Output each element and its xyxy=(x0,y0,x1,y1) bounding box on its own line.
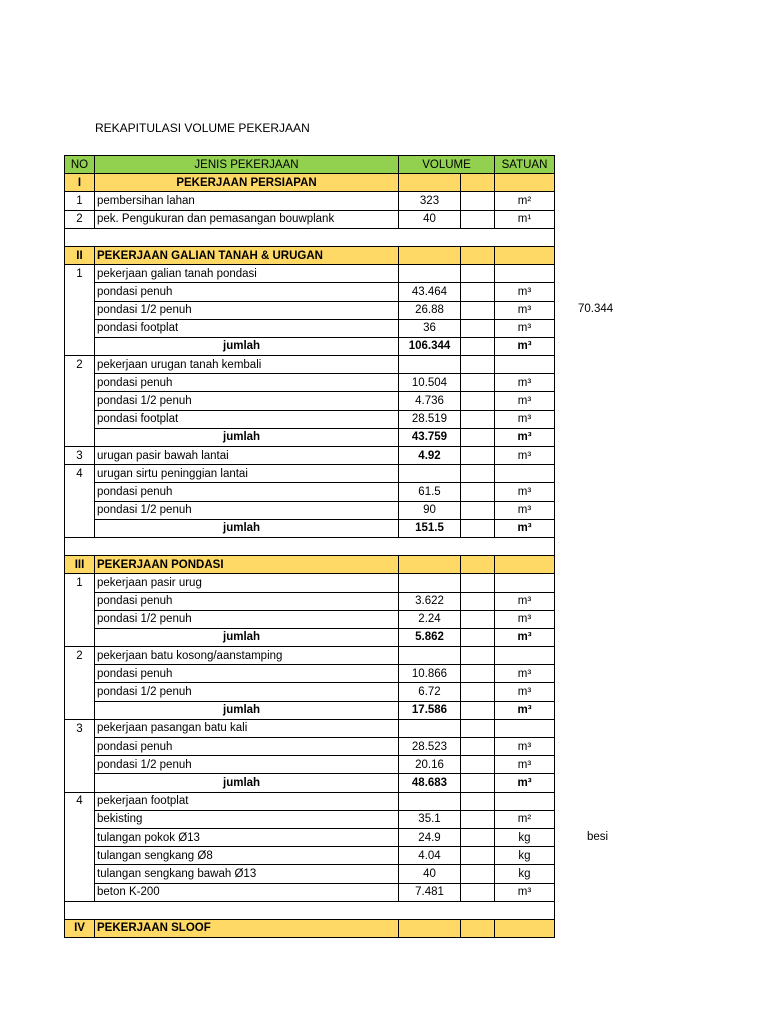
row-number xyxy=(65,301,95,319)
jumlah-label: jumlah xyxy=(95,628,399,646)
row-number: III xyxy=(65,556,95,574)
table-row xyxy=(65,428,555,446)
table-row xyxy=(65,410,555,428)
volume-value: 10.866 xyxy=(399,665,461,683)
section-title: PEKERJAAN GALIAN TANAH & URUGAN xyxy=(95,246,399,264)
unit-value xyxy=(495,647,555,665)
unit-value: m³ xyxy=(495,283,555,301)
unit-value: m³ xyxy=(495,665,555,683)
row-number: 2 xyxy=(65,356,95,374)
unit-value xyxy=(495,265,555,283)
unit-value: m³ xyxy=(495,501,555,519)
work-item-label: bekisting xyxy=(95,810,399,828)
work-item-label: pekerjaan pasangan batu kali xyxy=(95,719,399,737)
row-number xyxy=(65,337,95,355)
row-number: II xyxy=(65,246,95,264)
table-row xyxy=(65,447,555,465)
unit-value: m³ xyxy=(495,301,555,319)
row-number xyxy=(65,701,95,719)
unit-value: m¹ xyxy=(495,210,555,228)
table-row xyxy=(65,192,555,210)
section-title: PEKERJAAN SLOOF xyxy=(95,919,399,937)
volume-extra-cell xyxy=(461,410,495,428)
volume-value: 28.523 xyxy=(399,738,461,756)
table-row xyxy=(65,647,555,665)
volume-extra-cell xyxy=(461,774,495,792)
row-number xyxy=(65,428,95,446)
row-number xyxy=(65,756,95,774)
table-row xyxy=(65,265,555,283)
table-row xyxy=(65,356,555,374)
jumlah-label: jumlah xyxy=(95,519,399,537)
volume-value: 26.88 xyxy=(399,301,461,319)
volume-extra-cell xyxy=(461,756,495,774)
volume-cell xyxy=(399,919,461,937)
table-row xyxy=(65,483,555,501)
volume-value: 7.481 xyxy=(399,883,461,901)
table-row xyxy=(65,828,555,846)
work-item-label: pondasi 1/2 penuh xyxy=(95,610,399,628)
volume-extra-cell xyxy=(461,628,495,646)
row-number xyxy=(65,847,95,865)
work-item-label: pondasi 1/2 penuh xyxy=(95,756,399,774)
table-row xyxy=(65,556,555,574)
unit-cell xyxy=(495,246,555,264)
volume-value: 43.464 xyxy=(399,283,461,301)
row-number xyxy=(65,810,95,828)
work-item-label: pondasi 1/2 penuh xyxy=(95,301,399,319)
row-number xyxy=(65,865,95,883)
table-row xyxy=(65,665,555,683)
unit-value: m³ xyxy=(495,683,555,701)
row-number xyxy=(65,665,95,683)
unit-value: kg xyxy=(495,847,555,865)
volume-value: 10.504 xyxy=(399,374,461,392)
volume-extra-cell xyxy=(461,701,495,719)
row-number xyxy=(65,828,95,846)
row-number: I xyxy=(65,174,95,192)
table-row xyxy=(65,738,555,756)
volume-value: 28.519 xyxy=(399,410,461,428)
unit-value: m³ xyxy=(495,610,555,628)
table-row xyxy=(65,592,555,610)
blank-cell xyxy=(65,228,555,246)
volume-extra-cell xyxy=(461,647,495,665)
volume-value: 40 xyxy=(399,210,461,228)
header-no: NO xyxy=(65,156,95,174)
volume-value: 24.9 xyxy=(399,828,461,846)
header-volume: VOLUME xyxy=(399,156,495,174)
row-number: 1 xyxy=(65,265,95,283)
volume-extra-cell xyxy=(461,574,495,592)
work-item-label: pondasi penuh xyxy=(95,592,399,610)
volume-extra-cell xyxy=(461,810,495,828)
work-item-label: pondasi footplat xyxy=(95,410,399,428)
volume-extra-cell xyxy=(461,610,495,628)
work-item-label: pondasi 1/2 penuh xyxy=(95,392,399,410)
volume-table xyxy=(64,155,555,938)
volume-extra-cell xyxy=(461,883,495,901)
work-item-label: urugan pasir bawah lantai xyxy=(95,447,399,465)
table-row xyxy=(65,610,555,628)
table-row xyxy=(65,374,555,392)
volume-extra-cell xyxy=(461,738,495,756)
volume-extra-cell xyxy=(461,592,495,610)
volume-extra-cell xyxy=(461,301,495,319)
volume-extra-cell xyxy=(461,828,495,846)
volume-extra-cell xyxy=(461,174,495,192)
header-jenis: JENIS PEKERJAAN xyxy=(95,156,399,174)
volume-extra-cell xyxy=(461,428,495,446)
row-number xyxy=(65,683,95,701)
table-row xyxy=(65,774,555,792)
page-title: REKAPITULASI VOLUME PEKERJAAN xyxy=(95,121,310,135)
unit-value: m³ xyxy=(495,756,555,774)
table-row xyxy=(65,337,555,355)
unit-value: m³ xyxy=(495,337,555,355)
volume-value: 4.04 xyxy=(399,847,461,865)
volume-extra-cell xyxy=(461,447,495,465)
table-row xyxy=(65,537,555,555)
unit-value xyxy=(495,792,555,810)
row-number: 3 xyxy=(65,719,95,737)
work-item-label: tulangan sengkang bawah Ø13 xyxy=(95,865,399,883)
row-number xyxy=(65,610,95,628)
work-item-label: pondasi penuh xyxy=(95,483,399,501)
table-row xyxy=(65,174,555,192)
table-row xyxy=(65,719,555,737)
row-number xyxy=(65,628,95,646)
volume-value xyxy=(399,465,461,483)
section-title: PEKERJAAN PERSIAPAN xyxy=(95,174,399,192)
work-item-label: pondasi 1/2 penuh xyxy=(95,683,399,701)
unit-value: m³ xyxy=(495,519,555,537)
row-number xyxy=(65,738,95,756)
work-item-label: pek. Pengukuran dan pemasangan bouwplank xyxy=(95,210,399,228)
volume-extra-cell xyxy=(461,483,495,501)
side-note-value: 70.344 xyxy=(578,303,614,315)
work-item-label: beton K-200 xyxy=(95,883,399,901)
volume-extra-cell xyxy=(461,719,495,737)
row-number xyxy=(65,410,95,428)
unit-value: m³ xyxy=(495,483,555,501)
row-number xyxy=(65,883,95,901)
row-number: 2 xyxy=(65,210,95,228)
volume-extra-cell xyxy=(461,356,495,374)
volume-extra-cell xyxy=(461,392,495,410)
volume-extra-cell xyxy=(461,192,495,210)
work-item-label: pembersihan lahan xyxy=(95,192,399,210)
table-row xyxy=(65,883,555,901)
row-number: 1 xyxy=(65,574,95,592)
row-number: 4 xyxy=(65,465,95,483)
table-row xyxy=(65,919,555,937)
volume-value: 106.344 xyxy=(399,337,461,355)
row-number xyxy=(65,483,95,501)
row-number xyxy=(65,392,95,410)
unit-value xyxy=(495,356,555,374)
table-row xyxy=(65,792,555,810)
volume-extra-cell xyxy=(461,792,495,810)
volume-extra-cell xyxy=(461,556,495,574)
table-row xyxy=(65,901,555,919)
work-item-label: pondasi penuh xyxy=(95,283,399,301)
volume-value: 5.862 xyxy=(399,628,461,646)
work-item-label: pekerjaan urugan tanah kembali xyxy=(95,356,399,374)
volume-value xyxy=(399,792,461,810)
unit-value xyxy=(495,719,555,737)
work-item-label: pondasi penuh xyxy=(95,738,399,756)
unit-value: m³ xyxy=(495,447,555,465)
volume-value: 6.72 xyxy=(399,683,461,701)
unit-value: m² xyxy=(495,810,555,828)
table-row xyxy=(65,519,555,537)
volume-value: 35.1 xyxy=(399,810,461,828)
work-item-label: tulangan pokok Ø13 xyxy=(95,828,399,846)
volume-value: 323 xyxy=(399,192,461,210)
blank-cell xyxy=(65,901,555,919)
row-number xyxy=(65,501,95,519)
unit-value: m³ xyxy=(495,428,555,446)
volume-extra-cell xyxy=(461,865,495,883)
volume-value: 40 xyxy=(399,865,461,883)
jumlah-label: jumlah xyxy=(95,701,399,719)
volume-extra-cell xyxy=(461,265,495,283)
volume-extra-cell xyxy=(461,501,495,519)
unit-value: m³ xyxy=(495,883,555,901)
unit-value: m³ xyxy=(495,774,555,792)
table-row xyxy=(65,392,555,410)
volume-cell xyxy=(399,246,461,264)
volume-value xyxy=(399,265,461,283)
row-number xyxy=(65,592,95,610)
work-item-label: pondasi penuh xyxy=(95,374,399,392)
volume-value: 3.622 xyxy=(399,592,461,610)
unit-value: m³ xyxy=(495,392,555,410)
unit-value: m³ xyxy=(495,319,555,337)
table-row xyxy=(65,465,555,483)
table-row xyxy=(65,246,555,264)
table-row xyxy=(65,683,555,701)
volume-extra-cell xyxy=(461,519,495,537)
table-row xyxy=(65,501,555,519)
work-item-label: pekerjaan batu kosong/aanstamping xyxy=(95,647,399,665)
unit-cell xyxy=(495,556,555,574)
unit-value xyxy=(495,465,555,483)
volume-extra-cell xyxy=(461,665,495,683)
row-number: IV xyxy=(65,919,95,937)
unit-value: m³ xyxy=(495,592,555,610)
volume-extra-cell xyxy=(461,337,495,355)
unit-value: m² xyxy=(495,192,555,210)
jumlah-label: jumlah xyxy=(95,774,399,792)
table-row xyxy=(65,301,555,319)
work-item-label: tulangan sengkang Ø8 xyxy=(95,847,399,865)
work-item-label: pondasi 1/2 penuh xyxy=(95,501,399,519)
table-row xyxy=(65,228,555,246)
volume-value: 43.759 xyxy=(399,428,461,446)
volume-extra-cell xyxy=(461,465,495,483)
volume-value xyxy=(399,356,461,374)
volume-value: 4.92 xyxy=(399,447,461,465)
unit-value: m³ xyxy=(495,410,555,428)
jumlah-label: jumlah xyxy=(95,428,399,446)
table-row xyxy=(65,865,555,883)
table-row xyxy=(65,810,555,828)
row-number xyxy=(65,319,95,337)
volume-extra-cell xyxy=(461,847,495,865)
volume-value: 90 xyxy=(399,501,461,519)
unit-value xyxy=(495,574,555,592)
blank-cell xyxy=(65,537,555,555)
volume-extra-cell xyxy=(461,374,495,392)
work-item-label: pekerjaan footplat xyxy=(95,792,399,810)
volume-value: 48.683 xyxy=(399,774,461,792)
work-item-label: pekerjaan pasir urug xyxy=(95,574,399,592)
volume-value: 17.586 xyxy=(399,701,461,719)
unit-value: m³ xyxy=(495,701,555,719)
row-number xyxy=(65,774,95,792)
row-number: 1 xyxy=(65,192,95,210)
volume-cell xyxy=(399,174,461,192)
table-header-row xyxy=(65,156,555,174)
work-item-label: pondasi footplat xyxy=(95,319,399,337)
work-item-label: pondasi penuh xyxy=(95,665,399,683)
header-satuan: SATUAN xyxy=(495,156,555,174)
work-item-label: urugan sirtu peninggian lantai xyxy=(95,465,399,483)
table-row xyxy=(65,574,555,592)
unit-value: m³ xyxy=(495,374,555,392)
volume-value xyxy=(399,719,461,737)
volume-value: 151.5 xyxy=(399,519,461,537)
jumlah-label: jumlah xyxy=(95,337,399,355)
table-row xyxy=(65,283,555,301)
table-row xyxy=(65,210,555,228)
volume-value: 36 xyxy=(399,319,461,337)
row-number xyxy=(65,283,95,301)
volume-value xyxy=(399,647,461,665)
work-item-label: pekerjaan galian tanah pondasi xyxy=(95,265,399,283)
volume-value xyxy=(399,574,461,592)
volume-extra-cell xyxy=(461,319,495,337)
unit-value: kg xyxy=(495,865,555,883)
unit-value: m³ xyxy=(495,628,555,646)
unit-value: kg xyxy=(495,828,555,846)
volume-value: 4.736 xyxy=(399,392,461,410)
volume-extra-cell xyxy=(461,919,495,937)
side-note-besi: besi xyxy=(587,831,609,843)
row-number xyxy=(65,519,95,537)
unit-cell xyxy=(495,919,555,937)
section-title: PEKERJAAN PONDASI xyxy=(95,556,399,574)
row-number: 2 xyxy=(65,647,95,665)
table-row xyxy=(65,628,555,646)
volume-cell xyxy=(399,556,461,574)
table-row xyxy=(65,319,555,337)
volume-extra-cell xyxy=(461,210,495,228)
table-row xyxy=(65,847,555,865)
volume-extra-cell xyxy=(461,683,495,701)
volume-value: 20.16 xyxy=(399,756,461,774)
unit-value: m³ xyxy=(495,738,555,756)
row-number: 4 xyxy=(65,792,95,810)
row-number xyxy=(65,374,95,392)
row-number: 3 xyxy=(65,447,95,465)
volume-value: 2.24 xyxy=(399,610,461,628)
table-row xyxy=(65,701,555,719)
volume-value: 61.5 xyxy=(399,483,461,501)
volume-extra-cell xyxy=(461,283,495,301)
unit-cell xyxy=(495,174,555,192)
volume-extra-cell xyxy=(461,246,495,264)
table-row xyxy=(65,756,555,774)
